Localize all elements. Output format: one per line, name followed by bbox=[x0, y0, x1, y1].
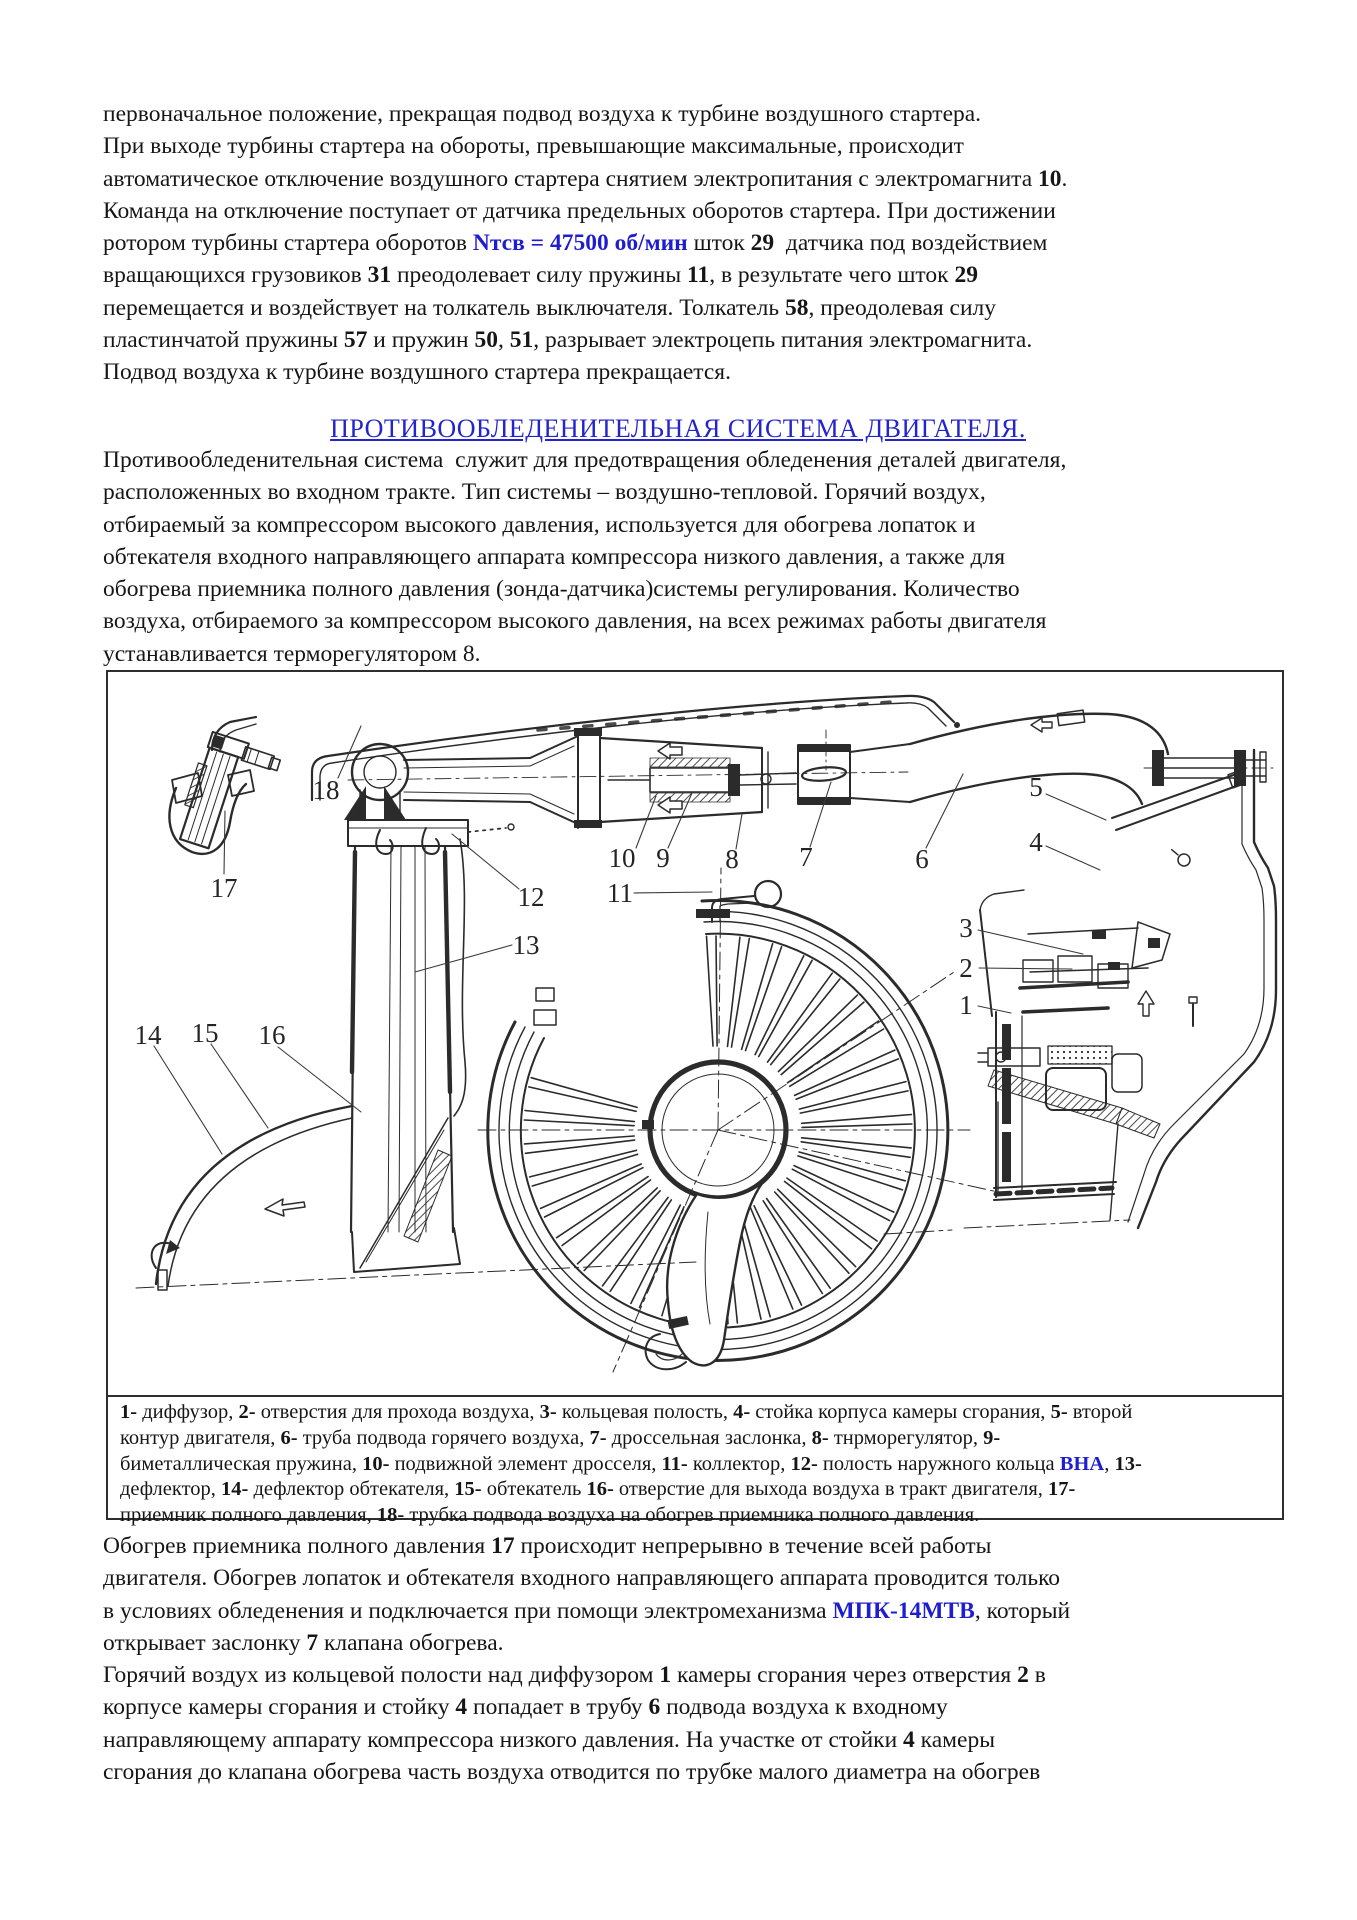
fan-blade-line bbox=[792, 1169, 889, 1220]
strut-drawing bbox=[344, 786, 514, 1232]
text-line: При выходе турбины стартера на обороты, превышающие максимальные, происходит bbox=[103, 133, 964, 160]
text-line: биметаллическая пружина, 10- подвижной элемент дросселя, 11- коллектор, 12- полость наружного кольца ВНА, 13- bbox=[120, 1452, 1142, 1475]
text-line: открывает заслонку 7 клапана обогрева. bbox=[103, 1629, 504, 1656]
text-line: Противообледенительная система служит для предотвращения обледенения деталей двигателя, bbox=[103, 447, 1067, 473]
figure-label-6: 6 bbox=[915, 844, 929, 874]
figure-label-18: 18 bbox=[312, 775, 340, 805]
fan-blade-line bbox=[754, 1206, 801, 1305]
throttle-valve-drawing bbox=[798, 730, 850, 804]
text-line: Команда на отключение поступает от датчика предельных оборотов стартера. При достижении bbox=[103, 197, 1056, 224]
text-line: обтекателя входного направляющего аппарата компрессора низкого давления, а также для bbox=[103, 543, 1006, 570]
leader-line-7 bbox=[810, 782, 831, 847]
text-line: Обогрев приемника полного давления 17 происходит непрерывно в течение всей работы bbox=[103, 1533, 992, 1559]
fan-blade-line bbox=[759, 960, 812, 1056]
figure-label-15: 15 bbox=[191, 1018, 219, 1048]
hot-air-pipe-drawing bbox=[850, 710, 1273, 804]
text-line: обогрева приемника полного давления (зонда-датчика)системы регулирования. Количество bbox=[103, 576, 1020, 603]
figure-caption bbox=[106, 1395, 1284, 1527]
fan-blade-line bbox=[787, 1178, 877, 1241]
figure-label-10: 10 bbox=[608, 843, 636, 873]
fan-blade-line bbox=[545, 1168, 643, 1217]
leader-line-10 bbox=[636, 796, 656, 848]
figure-label-12: 12 bbox=[517, 882, 545, 912]
fan-blade-line bbox=[801, 1142, 910, 1158]
fan-blade-line bbox=[716, 936, 717, 1046]
fan-blade-line bbox=[794, 1166, 894, 1213]
text-line: устанавливается терморегулятором 8. bbox=[103, 640, 481, 667]
figure-label-3: 3 bbox=[959, 913, 973, 943]
fan-blade-line bbox=[532, 1154, 637, 1186]
combustion-section-drawing bbox=[884, 750, 1276, 1234]
fan-blade-line bbox=[802, 1115, 912, 1124]
supply-tube-18-drawing bbox=[312, 696, 960, 800]
text-line: перемещается и воздействует на толкатель выключателя. Толкатель 58, преодолевая силу bbox=[103, 294, 997, 321]
fan-blade-line bbox=[610, 1200, 671, 1291]
fan-blade-line bbox=[755, 956, 804, 1055]
figure-label-16: 16 bbox=[258, 1020, 286, 1050]
section-heading: ПРОТИВООБЛЕДЕНИТЕЛЬНАЯ СИСТЕМА ДВИГАТЕЛЯ. bbox=[330, 414, 1026, 443]
fan-blade-line bbox=[802, 1124, 912, 1127]
figure-label-1: 1 bbox=[959, 990, 973, 1020]
regulator-assembly-drawing bbox=[348, 728, 908, 828]
body-paragraph-antiice-intro bbox=[103, 444, 1253, 670]
fan-blade-line bbox=[707, 936, 714, 1046]
fan-blade-line bbox=[529, 1087, 636, 1111]
fan-blade-line bbox=[531, 1078, 637, 1108]
fan-blade-line bbox=[796, 1059, 898, 1099]
text-line: автоматическое отключение воздушного стартера снятием электропитания с электромагнита 10. bbox=[103, 165, 1068, 192]
text-line: Подвод воздуха к турбине воздушного стартера прекращается. bbox=[103, 359, 731, 386]
text-line: корпусе камеры сгорания и стойку 4 попадает в трубу 6 подвода воздуха к входному bbox=[103, 1694, 948, 1721]
fan-blade-line bbox=[763, 1201, 822, 1294]
figure-labels bbox=[135, 726, 1107, 1154]
figure-label-13: 13 bbox=[512, 930, 540, 960]
fan-blade-line bbox=[798, 1156, 903, 1190]
figure-label-8: 8 bbox=[725, 844, 739, 874]
text-line: вращающихся грузовиков 31 преодолевает силу пружины 11, в результате чего шток 29 bbox=[103, 262, 978, 289]
fan-blade-line bbox=[524, 1120, 634, 1126]
text-line: ротором турбины стартера оборотов Nтсв = 47500 об/мин шток 29 датчика под воздействием bbox=[103, 230, 1048, 257]
fan-blade-line bbox=[781, 1002, 864, 1075]
figure-label-17: 17 bbox=[210, 873, 238, 903]
text-line: контур двигателя, 6- труба подвода горячего воздуха, 7- дроссельная заслонка, 8- тнрморегулятор, 9- bbox=[120, 1426, 1001, 1449]
fan-blade-line bbox=[788, 1021, 879, 1083]
figure-label-2: 2 bbox=[959, 953, 973, 983]
figure-label-4: 4 bbox=[1029, 827, 1043, 857]
leader-line-12 bbox=[452, 834, 519, 889]
fan-blade-line bbox=[802, 1138, 912, 1148]
figure-antiice-diagram bbox=[106, 670, 1284, 1397]
fan-blade-line bbox=[525, 1111, 634, 1122]
figure-label-5: 5 bbox=[1029, 772, 1043, 802]
body-paragraph-starter-shutdown bbox=[103, 98, 1253, 389]
body-paragraph-heating-operation bbox=[103, 1530, 1253, 1788]
figure-label-11: 11 bbox=[607, 878, 633, 908]
leader-line-1 bbox=[978, 1006, 1011, 1013]
fan-blade-line bbox=[746, 947, 782, 1051]
text-line: 1- диффузор, 2- отверстия для прохода воздуха, 3- кольцевая полость, 4- стойка корпуса камеры сгорания, 5- второй bbox=[120, 1401, 1133, 1423]
fan-blade-line bbox=[790, 1029, 884, 1086]
leader-line-14 bbox=[154, 1046, 222, 1154]
text-line: первоначальное положение, прекращая подвод воздуха к турбине воздушного стартера. bbox=[103, 101, 982, 127]
fan-blade-line bbox=[750, 1208, 792, 1310]
figure-label-14: 14 bbox=[134, 1020, 162, 1050]
figure-label-9: 9 bbox=[656, 843, 670, 873]
leader-line-11 bbox=[634, 892, 712, 893]
inlet-cowl-drawing bbox=[136, 1106, 696, 1290]
text-line: отбираемый за компрессором высокого давления, используется для обогрева лопаток и bbox=[103, 511, 976, 538]
leader-line-6 bbox=[926, 774, 963, 848]
text-line: двигателя. Обогрев лопаток и обтекателя входного направляющего аппарата проводится только bbox=[103, 1565, 1061, 1592]
leader-line-15 bbox=[211, 1044, 268, 1128]
text-line: расположенных во входном тракте. Тип системы – воздушно-тепловой. Горячий воздух, bbox=[103, 479, 986, 506]
leader-line-17 bbox=[224, 811, 225, 874]
engine-antiice-schematic bbox=[108, 672, 1282, 1395]
text-line: дефлектор, 14- дефлектор обтекателя, 15- обтекатель 16- отверстие для выхода воздуха в тракт двигателя, 17- bbox=[120, 1478, 1076, 1501]
figure-label-7: 7 bbox=[799, 842, 813, 872]
text-line: Горячий воздух из кольцевой полости над диффузором 1 камеры сгорания через отверстия 2 в bbox=[103, 1662, 1046, 1689]
fan-blade-line bbox=[768, 973, 833, 1062]
fan-blade-line bbox=[741, 1211, 771, 1317]
fan-collector-drawing bbox=[478, 868, 998, 1372]
leader-line-5 bbox=[1046, 794, 1106, 820]
text-line: направляющему аппарату компрессора низкого давления. На участке от стойки 4 камеры bbox=[103, 1726, 996, 1753]
leader-line-4 bbox=[1046, 846, 1100, 870]
fan-blade-line bbox=[799, 1152, 905, 1181]
text-line: приемник полного давления, 18- трубка подвода воздуха на обогрев приемника полного давления. bbox=[120, 1504, 980, 1527]
text-line: пластинчатой пружины 57 и пружин 50, 51, разрывает электроцепь питания электромагнита. bbox=[103, 327, 1033, 354]
text-line: воздуха, отбираемого за компрессором высокого давления, на всех режимах работы двигателя bbox=[103, 608, 1047, 635]
fan-blade-line bbox=[557, 1177, 649, 1238]
text-line: сгорания до клапана обогрева часть воздуха отводится по трубке малого диаметра на обогрев bbox=[103, 1759, 1041, 1786]
text-line: в условиях обледенения и подключается при помощи электромеханизма МПК-14МТВ, который bbox=[103, 1597, 1071, 1624]
leader-line-16 bbox=[278, 1047, 361, 1112]
probe-17-drawing bbox=[169, 717, 282, 861]
